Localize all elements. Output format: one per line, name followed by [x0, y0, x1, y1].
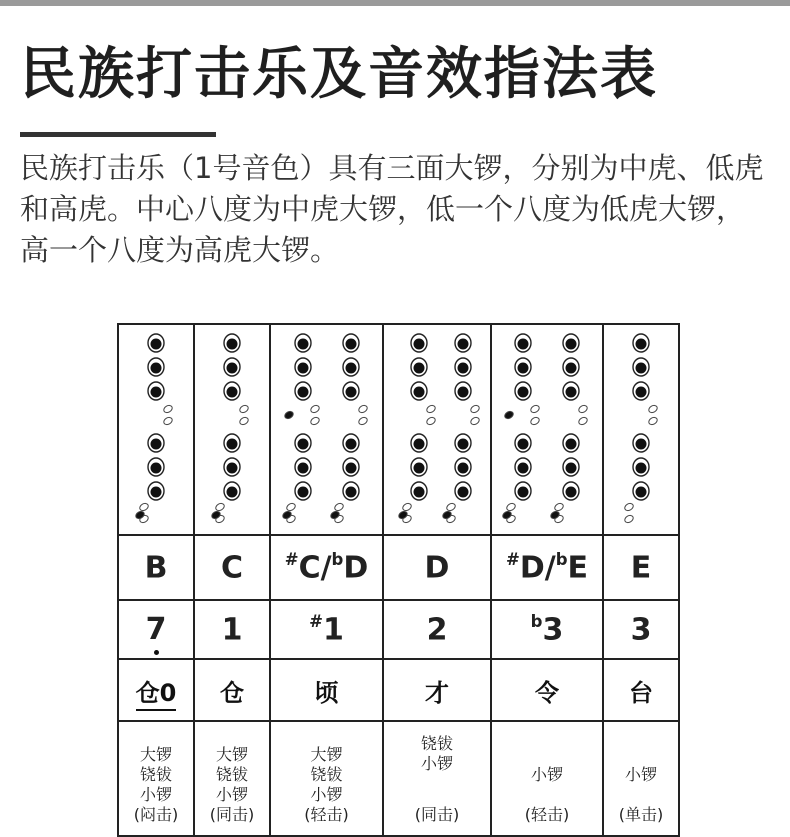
side-key-icon — [309, 416, 320, 426]
sound-cell: 才 — [383, 659, 491, 721]
closed-hole-icon — [227, 339, 238, 350]
sound-cell: 台 — [603, 659, 679, 721]
closed-hole-icon — [566, 487, 577, 498]
closed-hole-icon — [227, 363, 238, 374]
closed-hole-icon — [566, 463, 577, 474]
note-cell: #D/$^b$E — [491, 535, 603, 600]
instrument-cell: 大锣 铙钹 小锣 (轻击) — [270, 721, 383, 836]
instrument-row — [118, 721, 679, 836]
side-key-icon — [624, 514, 635, 524]
sound-cell: 仓0 — [118, 659, 194, 721]
closed-hole-icon — [458, 487, 469, 498]
closed-hole-icon — [458, 363, 469, 374]
intro-paragraph: 民族打击乐（1号音色）具有三面大锣，分别为中虎、低虎和高虎。中心八度为中虎大锣，低一个八度为低虎大锣，高一个八度为高虎大锣。 — [20, 151, 764, 267]
side-key-icon — [530, 416, 541, 426]
closed-hole-icon — [227, 487, 238, 498]
closed-hole-icon — [458, 439, 469, 450]
closed-hole-icon — [345, 439, 356, 450]
sound-cell: 令 — [491, 659, 603, 721]
closed-hole-icon — [458, 463, 469, 474]
closed-hole-icon — [566, 387, 577, 398]
closed-hole-icon — [518, 339, 529, 350]
closed-hole-icon — [414, 339, 425, 350]
side-key-icon — [163, 404, 174, 414]
side-key-icon — [446, 502, 457, 512]
closed-hole-icon — [636, 363, 647, 374]
closed-hole-icon — [345, 339, 356, 350]
pressed-key-icon — [283, 410, 294, 420]
side-key-icon — [578, 404, 589, 414]
closed-hole-icon — [151, 463, 162, 474]
side-key-icon — [648, 416, 659, 426]
closed-hole-icon — [227, 463, 238, 474]
closed-hole-icon — [151, 339, 162, 350]
diagram-cell-b — [118, 324, 194, 535]
closed-hole-icon — [518, 387, 529, 398]
side-key-icon — [578, 416, 589, 426]
side-key-icon — [554, 502, 565, 512]
closed-hole-icon — [636, 387, 647, 398]
closed-hole-icon — [297, 387, 308, 398]
diagram-cell-e — [603, 324, 679, 535]
fingering-chart-table — [117, 323, 680, 837]
sound-cell: 顷 — [270, 659, 383, 721]
fingering-diagram-icon — [605, 325, 677, 530]
title-underline — [20, 132, 216, 137]
note-name-row — [118, 535, 679, 600]
page-title: 民族打击乐及音效指法表 — [20, 42, 658, 107]
note-cell: E — [603, 535, 679, 600]
number-cell — [118, 600, 194, 659]
closed-hole-icon — [636, 463, 647, 474]
side-key-icon — [139, 502, 150, 512]
closed-hole-icon — [151, 487, 162, 498]
side-key-icon — [333, 502, 344, 512]
instrument-cell: 铙钹 小锣 (同击) — [383, 721, 491, 836]
diagram-cell-d — [383, 324, 491, 535]
diagram-cell-c — [194, 324, 270, 535]
closed-hole-icon — [566, 439, 577, 450]
number-cell: 2 — [383, 600, 491, 659]
closed-hole-icon — [636, 439, 647, 450]
low-octave-dot-digit: 7 — [145, 612, 167, 648]
closed-hole-icon — [345, 463, 356, 474]
side-key-icon — [470, 404, 481, 414]
fingering-diagram-icon — [196, 325, 268, 530]
number-cell: #1 — [270, 600, 383, 659]
closed-hole-icon — [518, 487, 529, 498]
closed-hole-icon — [151, 363, 162, 374]
closed-hole-icon — [345, 487, 356, 498]
note-cell: B — [118, 535, 194, 600]
side-key-icon — [215, 502, 226, 512]
closed-hole-icon — [414, 387, 425, 398]
sound-syllable-row — [118, 659, 679, 721]
side-key-icon — [163, 416, 174, 426]
closed-hole-icon — [227, 439, 238, 450]
side-key-icon — [530, 404, 541, 414]
fingering-diagram-icon — [385, 325, 489, 530]
closed-hole-icon — [297, 439, 308, 450]
closed-hole-icon — [414, 363, 425, 374]
number-cell: 3 — [603, 600, 679, 659]
closed-hole-icon — [151, 439, 162, 450]
closed-hole-icon — [414, 463, 425, 474]
fingering-diagram-icon — [120, 325, 192, 530]
fingering-diagram-icon — [493, 325, 601, 530]
closed-hole-icon — [345, 363, 356, 374]
side-key-icon — [285, 502, 296, 512]
instrument-cell: 大锣 铙钹 小锣 (闷击) — [118, 721, 194, 836]
closed-hole-icon — [414, 439, 425, 450]
closed-hole-icon — [566, 339, 577, 350]
closed-hole-icon — [518, 439, 529, 450]
note-cell: D — [383, 535, 491, 600]
closed-hole-icon — [458, 339, 469, 350]
sound-cell: 仓 — [194, 659, 270, 721]
side-key-icon — [426, 416, 437, 426]
side-key-icon — [506, 502, 517, 512]
diagram-row — [118, 324, 679, 535]
instrument-cell: 小锣 (单击) — [603, 721, 679, 836]
closed-hole-icon — [297, 463, 308, 474]
closed-hole-icon — [227, 387, 238, 398]
instrument-cell: 小锣 (轻击) — [491, 721, 603, 836]
closed-hole-icon — [458, 387, 469, 398]
side-key-icon — [357, 404, 368, 414]
side-key-icon — [402, 502, 413, 512]
closed-hole-icon — [345, 387, 356, 398]
pressed-key-icon — [504, 410, 515, 420]
closed-hole-icon — [151, 387, 162, 398]
side-key-icon — [309, 404, 320, 414]
closed-hole-icon — [297, 487, 308, 498]
closed-hole-icon — [636, 487, 647, 498]
note-cell: C — [194, 535, 270, 600]
closed-hole-icon — [297, 339, 308, 350]
side-key-icon — [426, 404, 437, 414]
closed-hole-icon — [518, 363, 529, 374]
diagram-cell-csharp — [270, 324, 383, 535]
diagram-cell-dsharp — [491, 324, 603, 535]
closed-hole-icon — [414, 487, 425, 498]
numbered-notation-row — [118, 600, 679, 659]
side-key-icon — [239, 404, 250, 414]
side-key-icon — [648, 404, 659, 414]
number-cell: $^b$3 — [491, 600, 603, 659]
side-key-icon — [470, 416, 481, 426]
closed-hole-icon — [297, 363, 308, 374]
note-cell: #C/$^b$D — [270, 535, 383, 600]
side-key-icon — [357, 416, 368, 426]
closed-hole-icon — [566, 363, 577, 374]
number-cell: 1 — [194, 600, 270, 659]
top-divider — [0, 0, 790, 6]
closed-hole-icon — [636, 339, 647, 350]
side-key-icon — [624, 502, 635, 512]
fingering-diagram-icon — [273, 325, 381, 530]
side-key-icon — [239, 416, 250, 426]
closed-hole-icon — [518, 463, 529, 474]
instrument-cell: 大锣 铙钹 小锣 (同击) — [194, 721, 270, 836]
